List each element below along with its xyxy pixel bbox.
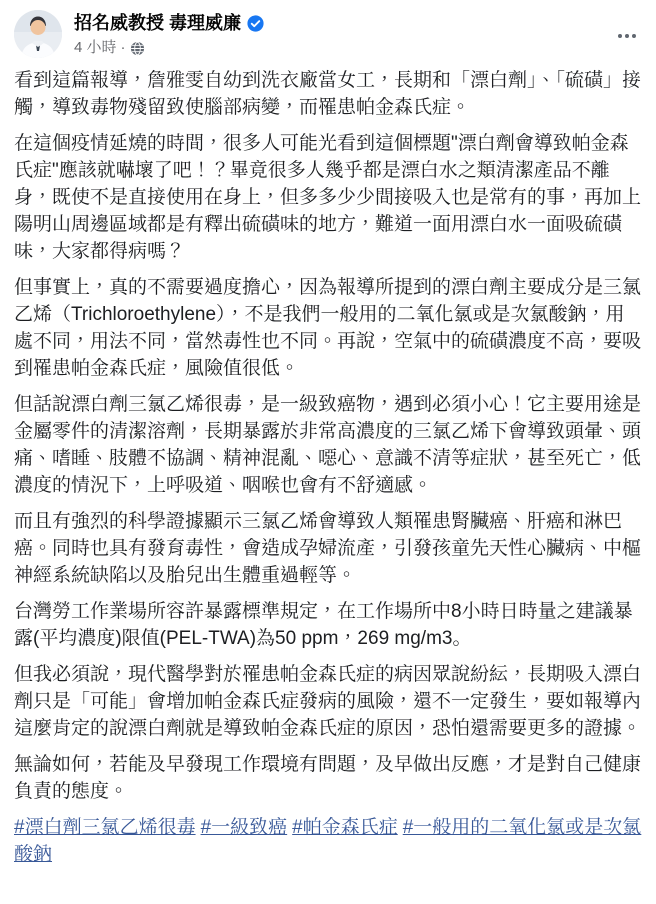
post-paragraph: 看到這篇報導，詹雅雯自幼到洗衣廠當女工，長期和「漂白劑」、「硫磺」接觸，導致毒物殘留致使腦部病變，而罹患帕金森氏症。 xyxy=(14,70,642,118)
ellipsis-icon xyxy=(625,34,629,38)
post-meta xyxy=(74,38,264,57)
post-body xyxy=(0,58,656,868)
post-paragraph: 無論如何，若能及早發現工作環境有問題，及早做出反應，才是對自己健康負責的態度。 xyxy=(14,754,642,802)
post-paragraph: 但話說漂白劑三氯乙烯很毒，是一級致癌物，遇到必須小心！它主要用途是金屬零件的清潔溶劑，長期暴露於非常高濃度的三氯乙烯下會導致頭暈、頭痛、嗜睡、肢體不協調、精神混亂、噁心、意識不清等症狀，甚至死亡，低濃度的情況下，上呼吸道、咽喉也會有不舒適感。 xyxy=(14,394,642,496)
post-paragraph: 在這個疫情延燒的時間，很多人可能光看到這個標題"漂白劑會導致帕金森氏症"應該就嚇壞了吧！？畢竟很多人幾乎都是漂白水之類清潔產品不離身，既使不是直接使用在身上，但多多少少間接吸入也是常有的事，再加上陽明山周邊區域都是有釋出硫磺味的地方，難道一面用漂白水一面吸硫磺味，大家都得病嗎？ xyxy=(14,133,642,262)
post-paragraph: 但我必須說，現代醫學對於罹患帕金森氏症的病因眾說紛紜，長期吸入漂白劑只是「可能」會增加帕金森氏症發病的風險，還不一定發生，要如報導內這麼肯定的說漂白劑就是導致帕金森氏症的原因，恐怕還需要更多的證據。 xyxy=(14,664,642,739)
post-header xyxy=(0,0,656,58)
post-paragraph: 而且有強烈的科學證據顯示三氯乙烯會導致人類罹患腎臟癌、肝癌和淋巴癌。同時也具有發育毒性，會造成孕婦流產，引發孩童先天性心臟病、中樞神經系統缺陷以及胎兒出生體重過輕等。 xyxy=(14,511,642,586)
hashtag-row xyxy=(14,814,642,868)
meta-separator: · xyxy=(120,39,126,56)
hashtag-link[interactable]: #一般用的二氧化氯或是次氯酸鈉 xyxy=(14,817,642,865)
author-name[interactable]: 招名威教授 毒理威廉 xyxy=(74,13,242,33)
ellipsis-icon xyxy=(632,34,636,38)
header-text xyxy=(74,10,264,57)
verified-badge-icon xyxy=(247,15,264,32)
hashtag-link[interactable]: #漂白劑三氯乙烯很毒 xyxy=(14,817,196,838)
timestamp[interactable]: 4 小時 xyxy=(74,39,117,56)
hashtag-list xyxy=(14,817,641,865)
post-paragraph: 台灣勞工作業場所容許暴露標準規定，在工作場所中8小時日時量之建議暴露(平均濃度)限值(PEL-TWA)為50 ppm，269 mg/m3。 xyxy=(14,601,633,649)
paragraph-list xyxy=(14,67,642,805)
hashtag-link[interactable]: #一級致癌 xyxy=(200,817,288,838)
avatar[interactable] xyxy=(14,10,62,58)
hashtag-link[interactable]: #帕金森氏症 xyxy=(292,817,398,838)
ellipsis-icon xyxy=(618,34,622,38)
post-paragraph: 但事實上，真的不需要過度擔心，因為報導所提到的漂白劑主要成分是三氯乙烯（Trichloroethylene），不是我們一般用的二氧化氯或是次氯酸鈉，用處不同，用法不同，當然毒性也不同。再說，空氣中的硫磺濃度不高，要吸到罹患帕金森氏症，風險值很低。 xyxy=(14,277,642,379)
globe-icon xyxy=(130,41,145,56)
more-options-button[interactable] xyxy=(614,26,640,46)
